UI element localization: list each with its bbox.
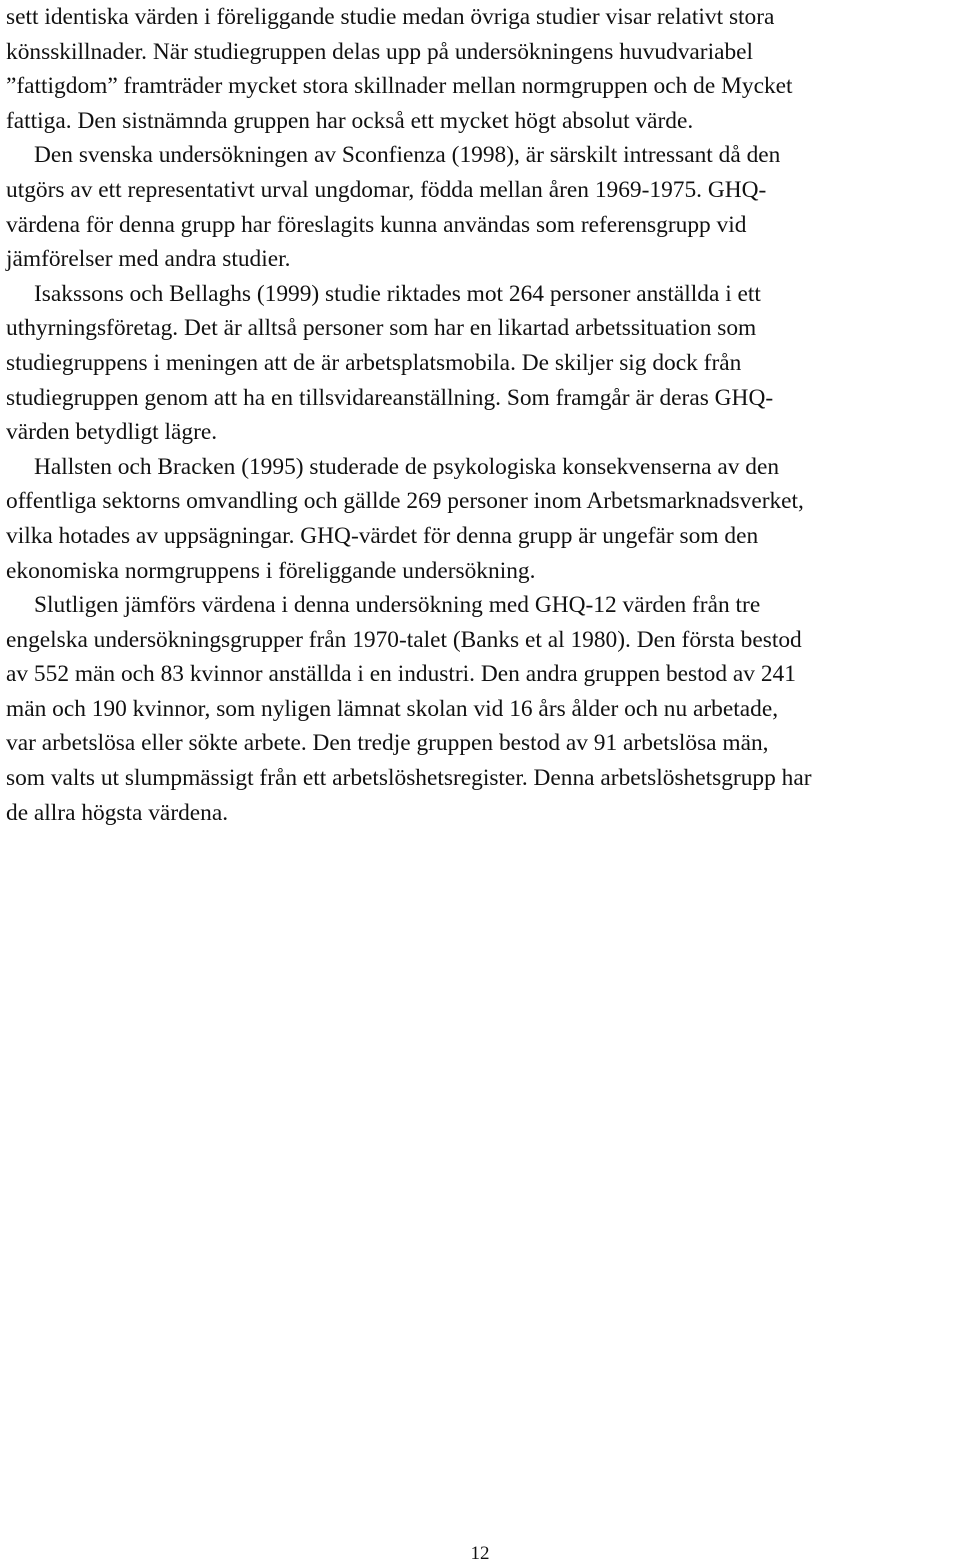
paragraph-3 xyxy=(6,277,960,450)
text-line: värden betydligt lägre. xyxy=(6,419,218,446)
text-line: sett identiska värden i föreliggande studie medan övriga studier visar relativt stora xyxy=(6,4,775,30)
body-text xyxy=(6,0,960,830)
text-line: ”fattigdom” framträder mycket stora skillnader mellan normgruppen och de Mycket xyxy=(6,73,793,100)
text-line: studiegruppens i meningen att de är arbetsplatsmobila. De skiljer sig dock från xyxy=(6,349,742,376)
text-line: könsskillnader. När studiegruppen delas upp på undersökningens huvudvariabel xyxy=(6,38,754,65)
text-line: värdena för denna grupp har föreslagits kunna användas som referensgrupp vid xyxy=(6,211,747,238)
text-line: jämförelser med andra studier. xyxy=(6,246,291,273)
paragraph-5 xyxy=(6,588,960,830)
paragraph-2 xyxy=(6,138,960,276)
text-line: fattiga. Den sistnämnda gruppen har också ett mycket högt absolut värde. xyxy=(6,107,694,134)
text-line: utgörs av ett representativt urval ungdomar, födda mellan åren 1969-1975. GHQ- xyxy=(6,176,767,203)
text-line: studiegruppen genom att ha en tillsvidareanställning. Som framgår är deras GHQ- xyxy=(6,384,774,411)
text-line: Hallsten och Bracken (1995) studerade de psykologiska konsekvenserna av den xyxy=(34,453,780,480)
text-line: de allra högsta värdena. xyxy=(6,799,229,826)
text-line: av 552 män och 83 kvinnor anställda i en industri. Den andra gruppen bestod av 241 xyxy=(6,661,796,688)
paragraph-1 xyxy=(6,0,960,138)
text-line: var arbetslösa eller sökte arbete. Den tredje gruppen bestod av 91 arbetslösa män, xyxy=(6,730,769,757)
text-line: män och 190 kvinnor, som nyligen lämnat skolan vid 16 års ålder och nu arbetade, xyxy=(6,695,779,722)
paragraph-4 xyxy=(6,450,960,588)
text-line: Slutligen jämförs värdena i denna undersökning med GHQ-12 värden från tre xyxy=(34,592,761,619)
text-line: engelska undersökningsgrupper från 1970-talet (Banks et al 1980). Den första bestod xyxy=(6,626,802,653)
text-line: Isakssons och Bellaghs (1999) studie riktades mot 264 personer anställda i ett xyxy=(34,280,761,307)
text-line: ekonomiska normgruppens i föreliggande undersökning. xyxy=(6,557,536,584)
text-line: som valts ut slumpmässigt från ett arbetslöshetsregister. Denna arbetslöshetsgrupp har xyxy=(6,765,812,792)
text-line: uthyrningsföretag. Det är alltså personer som har en likartad arbetssituation som xyxy=(6,315,757,342)
text-line: vilka hotades av uppsägningar. GHQ-värdet för denna grupp är ungefär som den xyxy=(6,522,759,549)
page-number: 12 xyxy=(470,1543,490,1564)
text-line: offentliga sektorns omvandling och gällde 269 personer inom Arbetsmarknadsverket, xyxy=(6,488,804,515)
text-line: Den svenska undersökningen av Sconfienza (1998), är särskilt intressant då den xyxy=(34,142,781,169)
